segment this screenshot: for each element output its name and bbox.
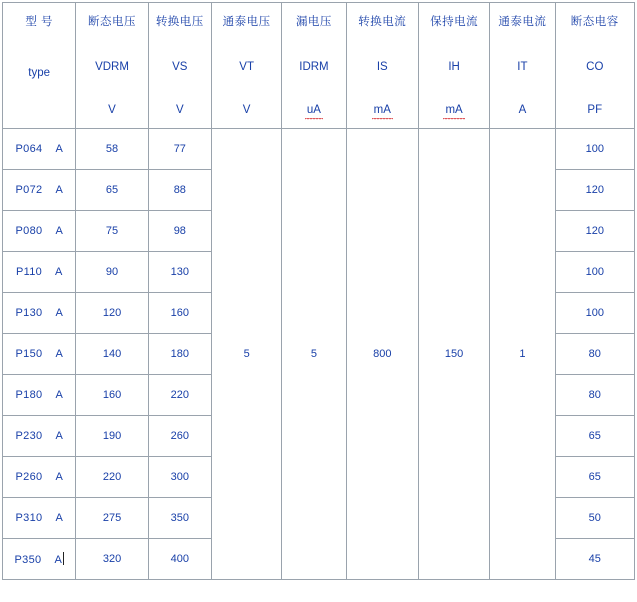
model-code: P072 <box>15 184 43 196</box>
header-vdrm-unit: V <box>108 104 116 116</box>
cell-vdrm: 75 <box>76 211 148 252</box>
cell-co: 100 <box>555 129 634 170</box>
cell-co: 80 <box>555 375 634 416</box>
model-suffix: A <box>54 554 62 566</box>
header-cell-is <box>346 3 418 129</box>
header-is-cn: 转换电流 <box>358 16 407 28</box>
cell-vs: 130 <box>148 252 211 293</box>
header-is-sym: IS <box>376 60 388 73</box>
cell-vs: 160 <box>148 293 211 334</box>
header-type-sym: type <box>28 66 51 79</box>
model-suffix: A <box>55 430 63 442</box>
cell-co: 65 <box>555 457 634 498</box>
header-cell-co <box>555 3 634 129</box>
cell-vs: 88 <box>148 170 211 211</box>
table-header-row <box>3 3 635 129</box>
model-code: P110 <box>15 266 43 278</box>
header-ih-cn: 保持电流 <box>430 16 479 28</box>
cell-model <box>3 375 76 416</box>
cell-co: 80 <box>555 334 634 375</box>
header-cell-vs <box>148 3 211 129</box>
header-idrm-unit: uA <box>306 104 321 116</box>
model-suffix: A <box>55 307 63 319</box>
cell-vdrm: 120 <box>76 293 148 334</box>
header-co-sym: CO <box>586 60 604 73</box>
model-suffix: A <box>55 471 63 483</box>
cell-is-merged: 800 <box>346 129 418 580</box>
cell-model <box>3 539 76 580</box>
specification-table <box>2 2 635 580</box>
header-idrm-cn: 漏电压 <box>295 16 332 28</box>
header-vdrm-cn: 断态电压 <box>88 16 136 28</box>
cell-model <box>3 252 76 293</box>
cell-vs: 220 <box>148 375 211 416</box>
header-cell-ih <box>418 3 489 129</box>
model-suffix: A <box>55 143 63 155</box>
header-cell-it <box>490 3 555 129</box>
cell-co: 120 <box>555 170 634 211</box>
header-vs-unit: V <box>175 104 184 116</box>
cell-vdrm: 190 <box>76 416 148 457</box>
cell-model <box>3 211 76 252</box>
cell-vs: 98 <box>148 211 211 252</box>
header-cell-type <box>3 3 76 129</box>
cell-model <box>3 416 76 457</box>
header-vt-sym: VT <box>239 60 254 73</box>
cell-vdrm: 58 <box>76 129 148 170</box>
cell-model <box>3 293 76 334</box>
cell-vs: 350 <box>148 498 211 539</box>
header-vdrm-sym: VDRM <box>95 60 129 73</box>
model-code: P350 <box>14 554 42 566</box>
header-vt-unit: V <box>242 104 251 116</box>
cell-co: 50 <box>555 498 634 539</box>
header-vs-sym: VS <box>172 60 188 73</box>
model-suffix: A <box>55 389 63 401</box>
cell-co: 65 <box>555 416 634 457</box>
cell-vt-merged: 5 <box>211 129 281 580</box>
table-row <box>3 129 635 170</box>
cell-vdrm: 220 <box>76 457 148 498</box>
text-cursor <box>63 552 64 565</box>
model-code: P260 <box>15 471 43 483</box>
header-vt-cn: 通泰电压 <box>222 16 271 28</box>
cell-model <box>3 129 76 170</box>
header-co-unit: PF <box>587 104 603 116</box>
cell-model <box>3 457 76 498</box>
cell-it-merged: 1 <box>490 129 555 580</box>
model-suffix: A <box>55 184 63 196</box>
header-cell-vdrm <box>76 3 148 129</box>
header-it-unit: A <box>518 104 527 116</box>
header-vs-cn: 转换电压 <box>155 16 204 28</box>
model-code: P180 <box>15 389 43 401</box>
cell-co: 100 <box>555 252 634 293</box>
header-ih-unit: mA <box>445 104 463 116</box>
header-type-cn: 型 号 <box>25 16 54 28</box>
cell-vs: 260 <box>148 416 211 457</box>
model-code: P150 <box>15 348 43 360</box>
cell-vs: 180 <box>148 334 211 375</box>
model-code: P064 <box>15 143 43 155</box>
header-is-unit: mA <box>373 104 391 116</box>
header-it-sym: IT <box>517 60 528 73</box>
model-code: P230 <box>15 430 43 442</box>
cell-idrm-merged: 5 <box>282 129 346 580</box>
model-code: P080 <box>15 225 43 237</box>
cell-vdrm: 65 <box>76 170 148 211</box>
cell-vdrm: 275 <box>76 498 148 539</box>
header-co-cn: 断态电容 <box>570 16 619 28</box>
cell-co: 45 <box>555 539 634 580</box>
cell-vdrm: 90 <box>76 252 148 293</box>
cell-co: 100 <box>555 293 634 334</box>
header-cell-vt <box>211 3 281 129</box>
cell-vs: 300 <box>148 457 211 498</box>
model-suffix: A <box>55 348 63 360</box>
model-code: P310 <box>15 512 43 524</box>
header-ih-sym: IH <box>448 60 460 73</box>
cell-vdrm: 160 <box>76 375 148 416</box>
datasheet-table-page <box>0 2 637 602</box>
cell-vs: 400 <box>148 539 211 580</box>
cell-model <box>3 170 76 211</box>
cell-ih-merged: 150 <box>418 129 489 580</box>
model-code: P130 <box>15 307 43 319</box>
cell-vdrm: 320 <box>76 539 148 580</box>
model-suffix: A <box>55 266 63 278</box>
header-it-cn: 通泰电流 <box>498 16 547 28</box>
model-suffix: A <box>55 512 63 524</box>
cell-model <box>3 334 76 375</box>
cell-vdrm: 140 <box>76 334 148 375</box>
cell-vs: 77 <box>148 129 211 170</box>
cell-model <box>3 498 76 539</box>
cell-co: 120 <box>555 211 634 252</box>
model-suffix: A <box>55 225 63 237</box>
header-cell-idrm <box>282 3 346 129</box>
header-idrm-sym: IDRM <box>299 60 329 73</box>
